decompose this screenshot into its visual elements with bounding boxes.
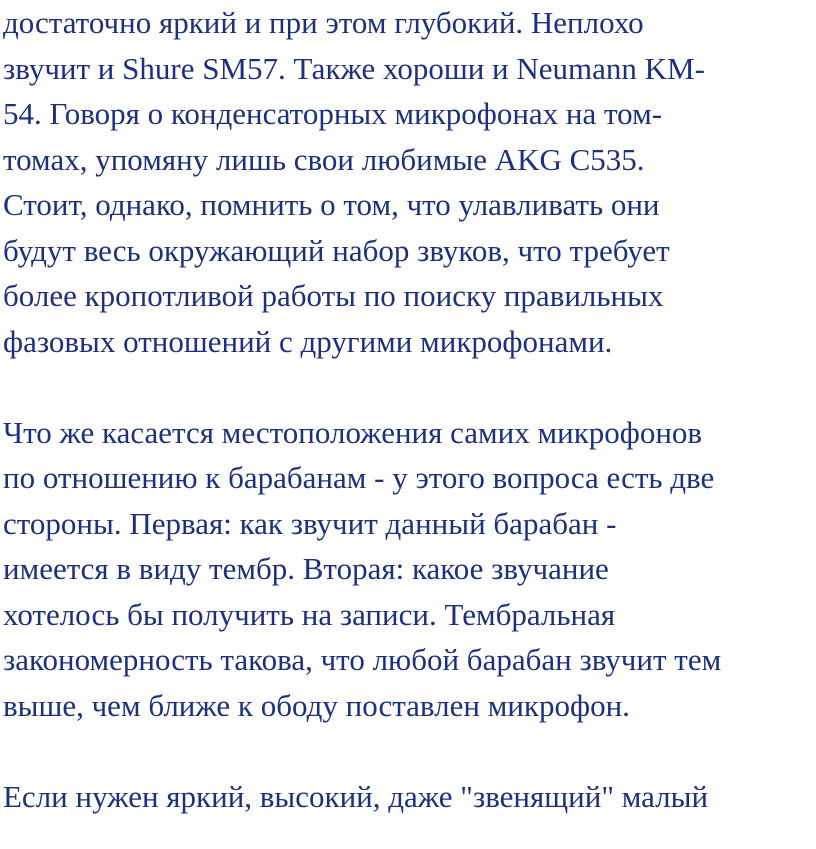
text-line: закономерность такова, что любой барабан звучит тем: [3, 642, 722, 677]
paragraph-spacer: [3, 364, 815, 410]
text-line: выше, чем ближе к ободу поставлен микрофон.: [3, 687, 630, 723]
text-line: Если нужен яркий, высокий, даже "звенящий" малый: [3, 778, 709, 814]
text-line: звучит и Shure SM57. Также хороши и Neumann KM-: [3, 50, 705, 86]
document-page: [3, 0, 815, 819]
paragraph-3: [3, 774, 815, 820]
text-line: имеется в виду тембр. Вторая: какое звучание: [3, 551, 609, 586]
text-line: томах, упомяну лишь свои любимые AKG C535.: [3, 141, 645, 177]
text-line: достаточно яркий и при этом глубокий. Неплохо: [3, 5, 644, 40]
text-line: по отношению к барабанам - у этого вопроса есть две: [3, 460, 715, 495]
text-line: Что же касается местоположения самих микрофонов: [3, 414, 703, 450]
text-line: 54. Говоря о конденсаторных микрофонах на том-: [3, 96, 663, 131]
text-line: хотелось бы получить на записи. Тембральная: [3, 596, 616, 632]
paragraph-2: [3, 410, 815, 729]
text-line: стороны. Первая: как звучит данный барабан -: [3, 505, 617, 541]
text-line: фазовых отношений с другими микрофонами.: [3, 323, 613, 359]
paragraph-1: [3, 0, 815, 364]
text-line: Стоит, однако, помнить о том, что улавливать они: [3, 187, 660, 222]
paragraph-spacer: [3, 728, 815, 774]
text-line: будут весь окружающий набор звуков, что требует: [3, 232, 670, 268]
text-line: более кропотливой работы по поиску правильных: [3, 278, 664, 313]
